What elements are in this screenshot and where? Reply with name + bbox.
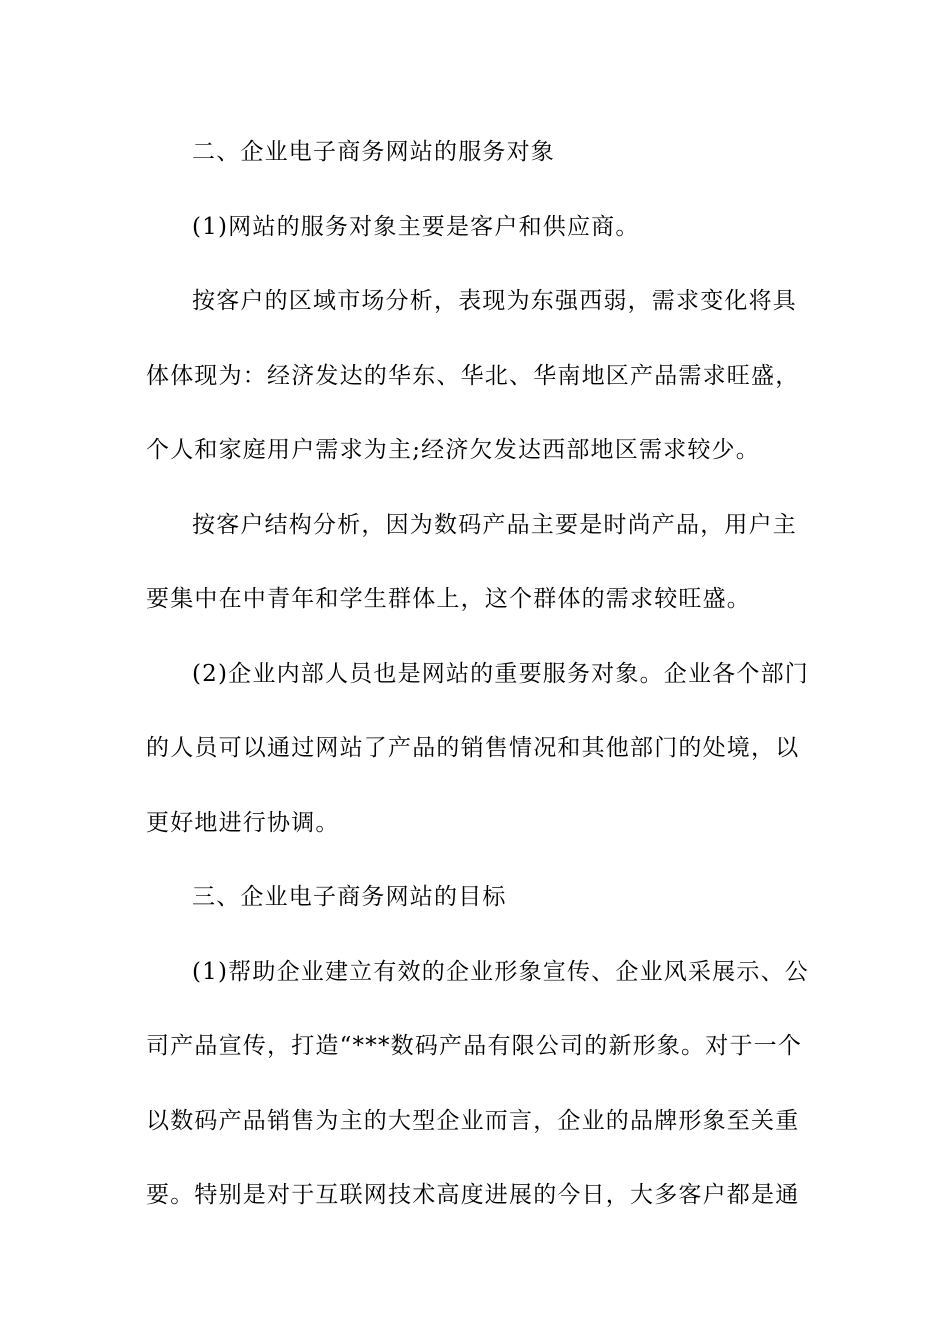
paragraph-line: 按客户结构分析，因为数码产品主要是时尚产品，用户主	[192, 511, 797, 538]
paragraph-line: 要。特别是对于互联网技术高度进展的今日，大多客户都是通	[146, 1182, 800, 1208]
paragraph-line: (1)网站的服务对象主要是客户和供应商。	[192, 213, 640, 240]
paragraph-line: 司产品宣传，打造“***数码产品有限公司的新形象。对于一个	[146, 1033, 803, 1059]
paragraph-line: 的人员可以通过网站了产品的销售情况和其他部门的处境，以	[146, 735, 800, 761]
paragraph-line: 体体现为：经济发达的华东、华北、华南地区产品需求旺盛，	[146, 362, 800, 389]
paragraph-line: 要集中在中青年和学生群体上，这个群体的需求较旺盛。	[146, 586, 751, 612]
paragraph-line: 更好地进行协调。	[146, 809, 340, 836]
paragraph-line: 按客户的区域市场分析，表现为东强西弱，需求变化将具	[192, 288, 797, 314]
paragraph-line: (1)帮助企业建立有效的企业形象宣传、企业风采展示、公	[192, 958, 809, 985]
paragraph-line: 以数码产品销售为主的大型企业而言，企业的品牌形象至关重	[146, 1107, 800, 1134]
paragraph-line: 个人和家庭用户需求为主;经济欠发达西部地区需求较少。	[146, 437, 760, 463]
document-body	[146, 128, 809, 1246]
section-heading: 三、企业电子商务网站的目标	[192, 884, 507, 910]
paragraph-line: (2)企业内部人员也是网站的重要服务对象。企业各个部门	[192, 660, 809, 687]
section-heading: 二、企业电子商务网站的服务对象	[192, 139, 555, 165]
